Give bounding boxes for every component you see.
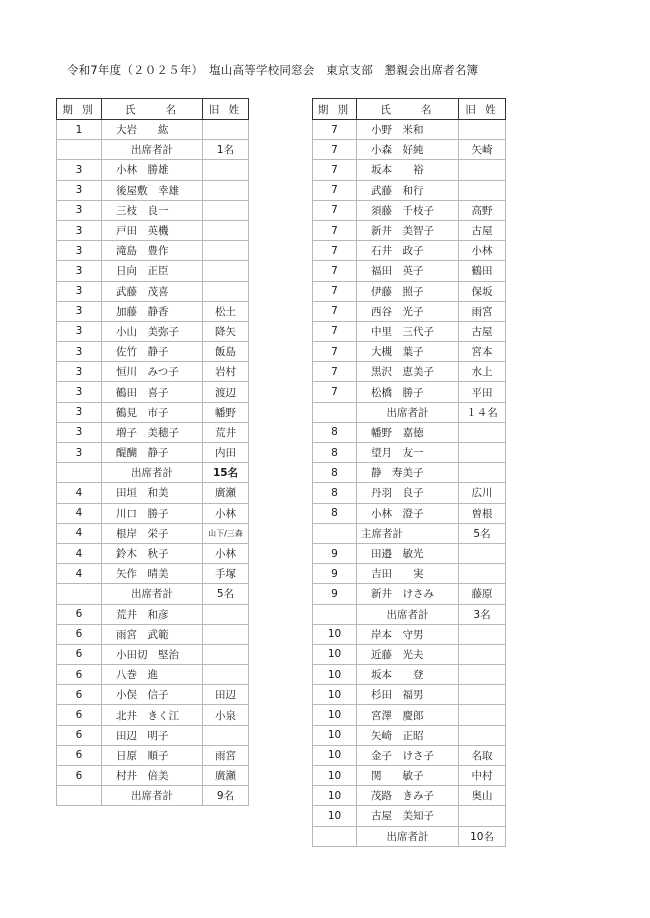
name-cell: 矢作 晴美 [102,564,203,584]
period-cell: 3 [57,160,102,180]
name-cell: 田垣 和美 [102,483,203,503]
period-cell: 10 [313,745,357,765]
name-cell: 村井 倍美 [102,766,203,786]
period-cell: 7 [313,261,357,281]
former-name-cell [459,564,506,584]
table-row [313,180,506,200]
period-cell: 3 [57,382,102,402]
subtotal-count: 9名 [203,786,249,806]
subtotal-label: 出席者計 [102,140,203,160]
name-cell: 恒川 みつ子 [102,362,203,382]
name-cell: 幡野 嘉徳 [357,422,459,442]
former-name-cell: 小林 [459,241,506,261]
table-row [313,584,506,604]
period-cell [57,786,102,806]
period-cell: 7 [313,281,357,301]
former-name-cell: 保坂 [459,281,506,301]
name-cell: 岸本 守男 [357,624,459,644]
period-cell: 10 [313,665,357,685]
period-cell: 8 [313,463,357,483]
table-row [57,362,249,382]
table-row [313,261,506,281]
table-row [57,503,249,523]
table-row [313,705,506,725]
name-cell: 大槻 葉子 [357,342,459,362]
table-row [57,745,249,765]
name-cell: 根岸 栄子 [102,523,203,543]
former-name-cell: 中村 [459,766,506,786]
period-cell: 7 [313,321,357,341]
subtotal-count: 1名 [203,140,249,160]
table-row [57,241,249,261]
name-cell: 鶴見 市子 [102,402,203,422]
table-row [313,140,506,160]
period-cell: 10 [313,806,357,826]
former-name-cell: 山下/三森 [203,523,249,543]
period-cell: 6 [57,665,102,685]
period-cell: 10 [313,725,357,745]
name-cell: 須藤 千枝子 [357,200,459,220]
subtotal-count: 10名 [459,826,506,846]
name-cell: 小山 美弥子 [102,321,203,341]
period-cell: 6 [57,745,102,765]
table-row [313,362,506,382]
name-cell: 川口 勝子 [102,503,203,523]
name-cell: 加藤 静香 [102,301,203,321]
period-cell: 4 [57,564,102,584]
subtotal-row [313,523,506,543]
table-row [57,604,249,624]
former-name-cell [459,443,506,463]
former-name-cell: 小泉 [203,705,249,725]
period-cell: 4 [57,503,102,523]
period-cell: 3 [57,200,102,220]
former-name-cell [459,120,506,140]
former-name-cell: 廣瀬 [203,766,249,786]
subtotal-row [57,584,249,604]
table-row [57,705,249,725]
name-cell: 坂本 裕 [357,160,459,180]
former-name-cell [203,160,249,180]
period-cell: 8 [313,443,357,463]
period-cell: 10 [313,705,357,725]
header-period: 期 別 [57,99,102,120]
period-cell: 9 [313,543,357,563]
name-cell: 荒井 和彦 [102,604,203,624]
period-cell: 7 [313,382,357,402]
name-cell: 近藤 光夫 [357,644,459,664]
period-cell: 10 [313,786,357,806]
former-name-cell: 水上 [459,362,506,382]
period-cell: 10 [313,644,357,664]
former-name-cell [459,422,506,442]
former-name-cell: 岩村 [203,362,249,382]
name-cell: 三枝 良一 [102,200,203,220]
former-name-cell [459,725,506,745]
period-cell: 3 [57,220,102,240]
table-row [313,382,506,402]
table-row [57,564,249,584]
attendee-list-left [57,120,249,806]
table-row [313,220,506,240]
table-row [57,483,249,503]
period-cell [313,402,357,422]
table-row [313,321,506,341]
subtotal-label: 出席者計 [102,584,203,604]
name-cell: 日向 正臣 [102,261,203,281]
table-row [57,523,249,543]
former-name-cell [203,200,249,220]
table-row [57,624,249,644]
header-name: 氏 名 [102,99,203,120]
subtotal-row [57,463,249,483]
former-name-cell [459,160,506,180]
subtotal-label: 出席者計 [357,604,459,624]
name-cell: 北井 きく江 [102,705,203,725]
period-cell: 8 [313,503,357,523]
table-row [57,281,249,301]
name-cell: 武藤 茂喜 [102,281,203,301]
period-cell: 7 [313,180,357,200]
table-header-row [57,99,249,120]
table-row [313,342,506,362]
period-cell: 4 [57,523,102,543]
name-cell: 日原 順子 [102,745,203,765]
subtotal-row [57,786,249,806]
period-cell: 3 [57,241,102,261]
name-cell: 八巻 進 [102,665,203,685]
former-name-cell [459,463,506,483]
table-row [57,665,249,685]
table-row [57,120,249,140]
period-cell: 9 [313,584,357,604]
name-cell: 小森 好純 [357,140,459,160]
table-header-row [313,99,506,120]
subtotal-label: 出席者計 [357,402,459,422]
table-row [57,422,249,442]
name-cell: 西谷 光子 [357,301,459,321]
table-row [313,463,506,483]
table-row [57,321,249,341]
header-name: 氏 名 [357,99,459,120]
table-row [57,543,249,563]
former-name-cell: 飯島 [203,342,249,362]
table-row [313,120,506,140]
table-row [313,745,506,765]
period-cell [57,584,102,604]
name-cell: 石井 政子 [357,241,459,261]
name-cell: 鶴田 喜子 [102,382,203,402]
name-cell: 滝島 豊作 [102,241,203,261]
subtotal-count: 15名 [203,463,249,483]
subtotal-count: 5名 [459,523,506,543]
subtotal-label: 出席者計 [102,786,203,806]
subtotal-row [313,402,506,422]
name-cell: 増子 美穂子 [102,422,203,442]
document-title: 令和7年度（２０２５年） 塩山高等学校同窓会 東京支部 懇親会出席者名簿 [67,63,479,77]
period-cell: 3 [57,281,102,301]
period-cell: 7 [313,120,357,140]
former-name-cell: 矢崎 [459,140,506,160]
period-cell: 3 [57,261,102,281]
period-cell: 7 [313,220,357,240]
period-cell: 7 [313,241,357,261]
name-cell: 新井 美智子 [357,220,459,240]
former-name-cell: 古屋 [459,220,506,240]
former-name-cell: 廣瀬 [203,483,249,503]
former-name-cell [203,281,249,301]
former-name-cell: 鶴田 [459,261,506,281]
table-row [313,665,506,685]
subtotal-count: 3名 [459,604,506,624]
name-cell: 宮澤 慶郎 [357,705,459,725]
period-cell: 3 [57,422,102,442]
period-cell [313,523,357,543]
subtotal-label: 出席者計 [102,463,203,483]
table-row [57,301,249,321]
former-name-cell: 平田 [459,382,506,402]
table-row [57,160,249,180]
table-row [313,443,506,463]
name-cell: 小林 勝雄 [102,160,203,180]
name-cell: 伊藤 照子 [357,281,459,301]
period-cell: 10 [313,766,357,786]
former-name-cell [203,180,249,200]
name-cell: 静 寿美子 [357,463,459,483]
period-cell [57,140,102,160]
period-cell: 3 [57,180,102,200]
name-cell: 望月 友一 [357,443,459,463]
name-cell: 吉田 実 [357,564,459,584]
former-name-cell: 幡野 [203,402,249,422]
attendee-list-right [313,120,506,847]
table-row [313,160,506,180]
table-row [313,483,506,503]
name-cell: 新井 けさみ [357,584,459,604]
name-cell: 丹羽 良子 [357,483,459,503]
table-row [57,644,249,664]
former-name-cell: 雨宮 [203,745,249,765]
former-name-cell: 高野 [459,200,506,220]
name-cell: 佐竹 静子 [102,342,203,362]
name-cell: 小野 米和 [357,120,459,140]
name-cell: 中里 三代子 [357,321,459,341]
subtotal-label: 出席者計 [357,826,459,846]
period-cell: 7 [313,342,357,362]
name-cell: 坂本 登 [357,665,459,685]
table-row [313,564,506,584]
former-name-cell [203,604,249,624]
header-former-name: 旧 姓 [459,99,506,120]
subtotal-row [57,140,249,160]
period-cell: 6 [57,685,102,705]
table-row [57,685,249,705]
table-row [57,766,249,786]
period-cell: 7 [313,160,357,180]
former-name-cell: 名取 [459,745,506,765]
name-cell: 関 敏子 [357,766,459,786]
former-name-cell [459,705,506,725]
table-row [57,342,249,362]
table-row [57,220,249,240]
subtotal-count: １４名 [459,402,506,422]
period-cell: 4 [57,483,102,503]
subtotal-label: 主席者計 [357,523,459,543]
period-cell: 3 [57,342,102,362]
period-cell [313,826,357,846]
name-cell: 鈴木 秋子 [102,543,203,563]
period-cell: 6 [57,644,102,664]
former-name-cell: 曽根 [459,503,506,523]
former-name-cell: 古屋 [459,321,506,341]
name-cell: 大岩 紘 [102,120,203,140]
former-name-cell [203,725,249,745]
period-cell: 3 [57,443,102,463]
name-cell: 小田切 堅治 [102,644,203,664]
period-cell: 6 [57,725,102,745]
name-cell: 古屋 美知子 [357,806,459,826]
period-cell [313,604,357,624]
former-name-cell: 内田 [203,443,249,463]
period-cell: 10 [313,624,357,644]
table-row [313,301,506,321]
name-cell: 金子 けさ子 [357,745,459,765]
former-name-cell [459,543,506,563]
name-cell: 田邉 敏光 [357,543,459,563]
attendee-table-left [56,98,249,806]
former-name-cell: 松土 [203,301,249,321]
name-cell: 小林 澄子 [357,503,459,523]
former-name-cell [203,241,249,261]
former-name-cell: 宮本 [459,342,506,362]
period-cell: 7 [313,301,357,321]
period-cell: 3 [57,321,102,341]
former-name-cell [459,806,506,826]
table-row [313,624,506,644]
name-cell: 茂路 きみ子 [357,786,459,806]
table-row [57,200,249,220]
former-name-cell [203,624,249,644]
former-name-cell [203,220,249,240]
former-name-cell: 小林 [203,543,249,563]
table-row [313,766,506,786]
name-cell: 雨宮 武範 [102,624,203,644]
table-row [313,725,506,745]
table-row [57,725,249,745]
former-name-cell [203,665,249,685]
header-period: 期 別 [313,99,357,120]
name-cell: 戸田 英機 [102,220,203,240]
former-name-cell [459,644,506,664]
table-row [57,382,249,402]
period-cell: 7 [313,200,357,220]
table-row [313,281,506,301]
name-cell: 田辺 明子 [102,725,203,745]
former-name-cell [203,644,249,664]
period-cell: 6 [57,624,102,644]
table-row [57,402,249,422]
period-cell: 6 [57,604,102,624]
former-name-cell: 降矢 [203,321,249,341]
name-cell: 杉田 福男 [357,685,459,705]
table-row [313,786,506,806]
period-cell: 6 [57,705,102,725]
former-name-cell: 広川 [459,483,506,503]
name-cell: 松橋 勝子 [357,382,459,402]
table-row [313,644,506,664]
former-name-cell [459,180,506,200]
header-former-name: 旧 姓 [203,99,249,120]
former-name-cell [203,120,249,140]
former-name-cell: 田辺 [203,685,249,705]
former-name-cell: 奥山 [459,786,506,806]
table-row [57,443,249,463]
former-name-cell: 荒井 [203,422,249,442]
table-row [313,503,506,523]
name-cell: 福田 英子 [357,261,459,281]
former-name-cell: 藤原 [459,584,506,604]
table-row [57,261,249,281]
name-cell: 後屋敷 幸雄 [102,180,203,200]
period-cell: 7 [313,362,357,382]
period-cell: 3 [57,402,102,422]
attendee-table-right [312,98,506,847]
subtotal-count: 5名 [203,584,249,604]
name-cell: 黒沢 恵美子 [357,362,459,382]
subtotal-row [313,826,506,846]
period-cell: 7 [313,140,357,160]
subtotal-row [313,604,506,624]
name-cell: 小俣 信子 [102,685,203,705]
period-cell: 3 [57,362,102,382]
former-name-cell: 渡辺 [203,382,249,402]
table-row [313,200,506,220]
period-cell: 1 [57,120,102,140]
period-cell: 3 [57,301,102,321]
table-row [313,422,506,442]
former-name-cell [203,261,249,281]
former-name-cell: 小林 [203,503,249,523]
name-cell: 武藤 和行 [357,180,459,200]
former-name-cell [459,685,506,705]
period-cell: 4 [57,543,102,563]
period-cell: 10 [313,685,357,705]
period-cell: 6 [57,766,102,786]
name-cell: 矢崎 正昭 [357,725,459,745]
table-row [313,543,506,563]
table-row [313,806,506,826]
period-cell: 8 [313,483,357,503]
table-row [313,241,506,261]
period-cell: 9 [313,564,357,584]
former-name-cell: 雨宮 [459,301,506,321]
former-name-cell [459,665,506,685]
table-row [313,685,506,705]
former-name-cell: 手塚 [203,564,249,584]
table-row [57,180,249,200]
period-cell: 8 [313,422,357,442]
name-cell: 醍醐 静子 [102,443,203,463]
period-cell [57,463,102,483]
former-name-cell [459,624,506,644]
